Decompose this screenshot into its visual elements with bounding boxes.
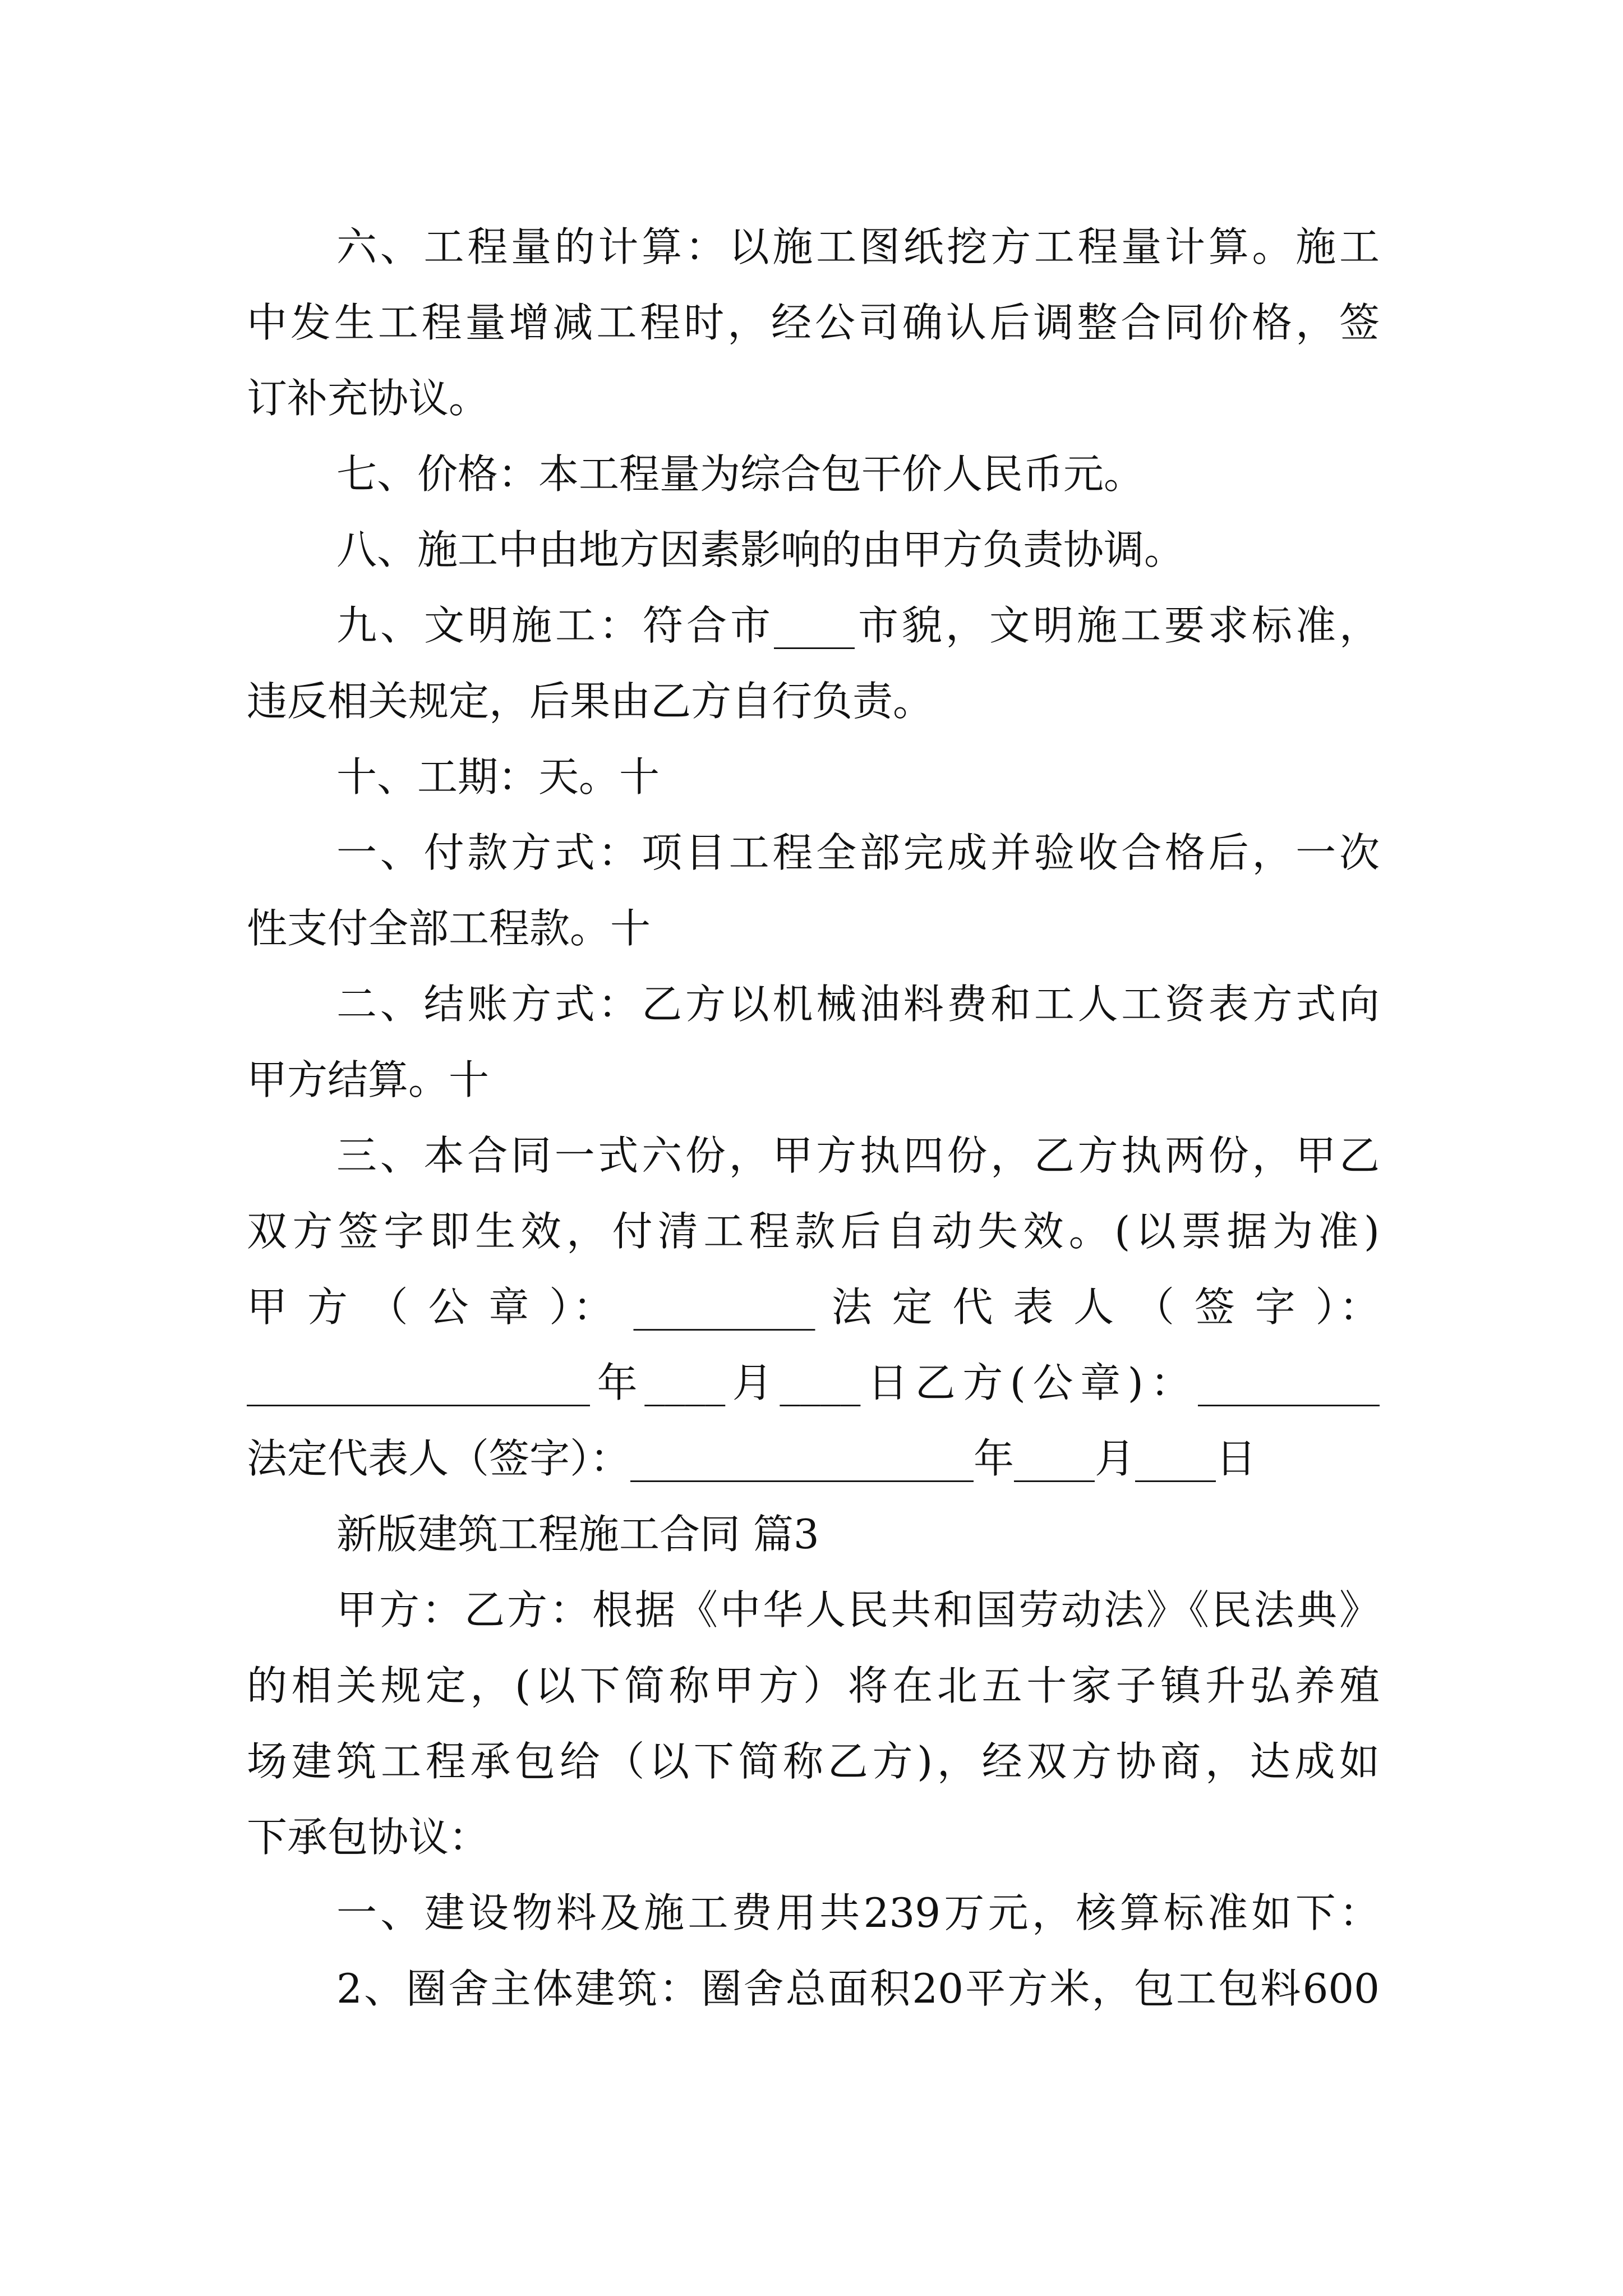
paragraph-line: 六、工程量的计算：以施工图纸挖方工程量计算。施工	[336, 223, 1380, 270]
paragraph-line: 场建筑工程承包给（以下简称乙方)，经双方协商，达成如	[247, 1738, 1380, 1785]
paragraph-line: 七、价格：本工程量为综合包干价人民币元。	[336, 450, 1145, 498]
paragraph-line: 十、工期：天。十	[336, 753, 660, 800]
paragraph-line: 双方签字即生效，付清工程款后自动失效。(以票据为准)	[247, 1208, 1380, 1255]
paragraph-line: 九、文明施工：符合市____市貌，文明施工要求标准，	[336, 602, 1380, 649]
paragraph-line: 中发生工程量增减工程时，经公司确认后调整合同价格，签	[247, 299, 1380, 346]
paragraph-line: 违反相关规定，后果由乙方自行负责。	[247, 678, 934, 725]
paragraph-line: 性支付全部工程款。十	[247, 905, 651, 952]
paragraph-line: 2、圈舍主体建筑：圈舍总面积20平方米，包工包料600	[336, 1965, 1380, 2012]
paragraph-line: 三、本合同一式六份，甲方执四份，乙方执两份，甲乙	[336, 1132, 1380, 1179]
paragraph-line: 一、建设物料及施工费用共239万元，核算标准如下：	[336, 1889, 1380, 1936]
paragraph-line: 八、施工中由地方因素影响的由甲方负责协调。	[336, 526, 1185, 573]
signature-line-representative: 法定代表人（签字）：_________________年____月____日	[247, 1435, 1257, 1482]
paragraph-line: 甲方：乙方：根据《中华人民共和国劳动法》《民法典》	[336, 1586, 1380, 1634]
paragraph-line: 甲方结算。十	[247, 1056, 490, 1103]
signature-line-date-party-b: _________________年____月____日乙方(公章)：_________	[247, 1359, 1380, 1406]
paragraph-line: 一、付款方式：项目工程全部完成并验收合格后，一次	[336, 829, 1380, 876]
paragraph-line: 下承包协议：	[247, 1814, 490, 1861]
section-heading: 新版建筑工程施工合同 篇3	[336, 1511, 819, 1558]
paragraph-line: 订补充协议。	[247, 375, 490, 422]
paragraph-line: 二、结账方式：乙方以机械油料费和工人工资表方式向	[336, 981, 1380, 1028]
paragraph-line: 的相关规定，(以下简称甲方）将在北五十家子镇升弘养殖	[247, 1662, 1380, 1709]
signature-line-party-a: 甲 方 （ 公 章 ）： _________ 法 定 代 表 人 （ 签 字 ）：	[247, 1283, 1380, 1331]
